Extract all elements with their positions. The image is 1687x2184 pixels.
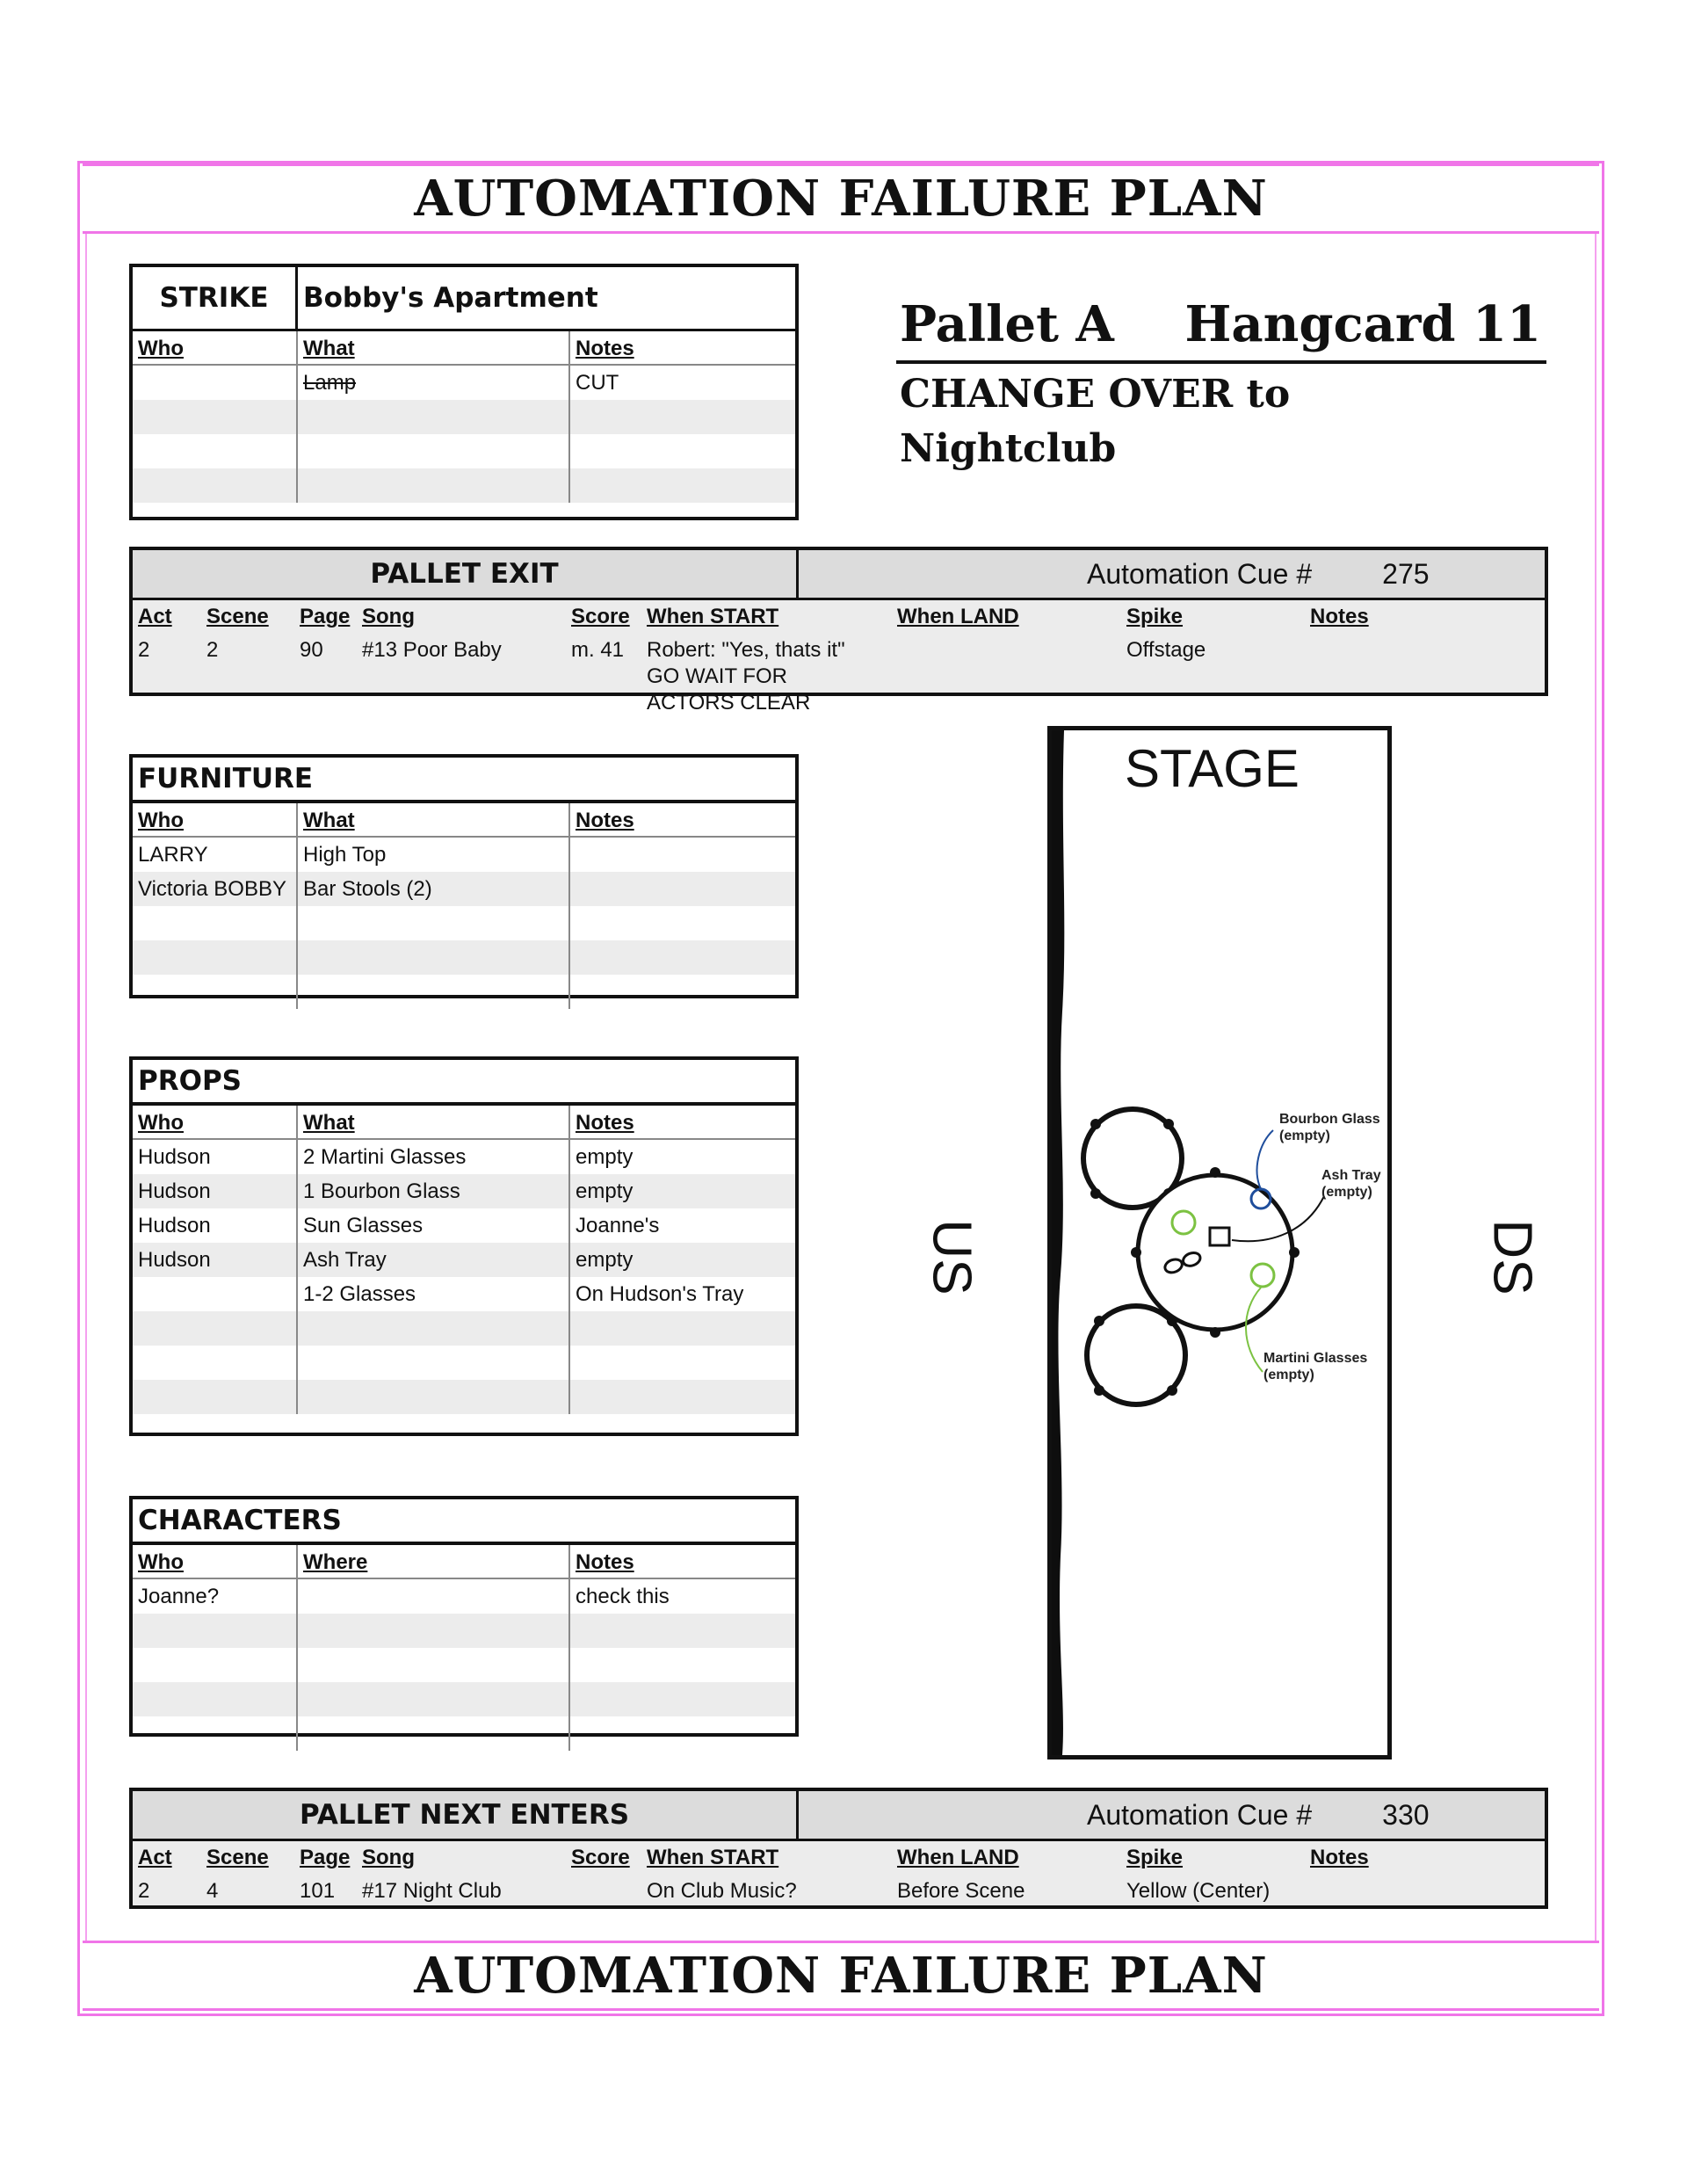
col-page: Page: [300, 605, 351, 628]
pallet-name: Pallet A: [900, 295, 1114, 353]
pallet-next-table: [129, 1788, 1548, 1909]
cell-who: [133, 1311, 298, 1346]
table-row: [133, 975, 795, 1009]
col-when-start: When START: [647, 605, 779, 628]
col-notes: Notes: [570, 803, 795, 838]
cell-notes: check this: [576, 1585, 670, 1608]
table-row: [133, 838, 795, 872]
cell-where: [298, 1682, 570, 1716]
cell-notes: empty: [570, 1243, 795, 1277]
cell-what: [298, 975, 570, 1009]
cell-who: [133, 1648, 298, 1682]
col-spike: Spike: [1126, 605, 1184, 628]
strike-header: [133, 267, 795, 331]
cell-what: [298, 1380, 570, 1414]
cell-notes: [570, 434, 795, 468]
cell-what: [298, 940, 570, 975]
table-row: [133, 1174, 795, 1208]
hangcard-label: Hangcard 11: [1184, 295, 1541, 353]
cell-notes: On Hudson's Tray: [576, 1282, 744, 1306]
cell-scene: 4: [206, 1879, 219, 1903]
col-when-start: When START: [647, 1846, 779, 1869]
cell-notes: [570, 1648, 795, 1682]
cell-who: [133, 434, 298, 468]
cell-who: [133, 1346, 298, 1380]
cell-who: LARRY: [133, 838, 298, 872]
cell-scene: 2: [206, 638, 219, 662]
cell-who: Joanne?: [133, 1579, 298, 1614]
pallet-header: [896, 290, 1546, 364]
table-row: [133, 1716, 795, 1751]
table-row: [133, 366, 795, 400]
table-row: [133, 1875, 1545, 1908]
table-row: [133, 1380, 795, 1414]
cell-who: Hudson: [133, 1140, 298, 1174]
cell-who: Victoria BOBBY: [133, 872, 298, 906]
furniture-table: [129, 754, 799, 998]
table-row: [133, 468, 795, 503]
col-song: Song: [362, 605, 415, 628]
cell-notes: [570, 1311, 795, 1346]
pallet-next-title: PALLET NEXT ENTERS: [133, 1791, 799, 1839]
table-row: [133, 400, 795, 434]
cell-where: [298, 1648, 570, 1682]
cell-what: High Top: [298, 838, 570, 872]
cell-who: [133, 468, 298, 503]
pallet-exit-title: PALLET EXIT: [133, 550, 799, 598]
cell-notes: [570, 838, 795, 872]
col-where: Where: [298, 1545, 570, 1579]
cell-what: Bar Stools (2): [298, 872, 570, 906]
cell-score: [571, 1875, 647, 1908]
strike-column-headers: [133, 331, 795, 366]
cell-what: [298, 434, 570, 468]
col-notes: Notes: [570, 331, 795, 366]
characters-column-headers: [133, 1545, 795, 1579]
cell-where: [298, 1716, 570, 1751]
strike-label: STRIKE: [133, 267, 298, 329]
furniture-title: FURNITURE: [133, 758, 795, 803]
col-who: Who: [133, 1545, 298, 1579]
cell-song: #13 Poor Baby: [362, 638, 502, 662]
cell-who: [133, 906, 298, 940]
pallet-exit-header: [133, 550, 1545, 600]
ash-tray-annotation: Ash Tray (empty): [1321, 1168, 1381, 1200]
col-score: Score: [571, 1846, 630, 1869]
cell-who: [133, 1277, 298, 1311]
furniture-column-headers: [133, 803, 795, 838]
pallet-next-column-headers: [133, 1841, 1545, 1875]
bourbon-leader: [1257, 1130, 1273, 1189]
col-notes: Notes: [1310, 605, 1369, 628]
cell-notes: [1310, 1875, 1545, 1908]
cell-page: 90: [300, 638, 323, 662]
cell-who: Hudson: [133, 1174, 298, 1208]
table-row: [133, 434, 795, 468]
upstage-curtain-edge: [1052, 730, 1064, 1755]
col-notes: Notes: [1310, 1846, 1369, 1869]
page-footer-title: AUTOMATION FAILURE PLAN: [83, 1941, 1599, 2011]
change-over-text: CHANGE OVER to Nightclub: [900, 372, 1291, 471]
props-title: PROPS: [133, 1060, 795, 1106]
characters-title: CHARACTERS: [133, 1499, 795, 1545]
col-when-land: When LAND: [897, 605, 1019, 628]
automation-cue-label: Automation Cue #: [1087, 557, 1313, 590]
col-scene: Scene: [206, 605, 269, 628]
col-what: What: [298, 1106, 570, 1140]
pallet-next-header: [133, 1791, 1545, 1841]
table-row: [133, 1648, 795, 1682]
martini-glasses-annotation: Martini Glasses (empty): [1263, 1351, 1368, 1382]
cell-notes: [570, 468, 795, 503]
cell-who: Hudson: [133, 1243, 298, 1277]
col-act: Act: [138, 1846, 172, 1869]
cell-what: Lamp: [298, 366, 570, 400]
cell-who: [133, 400, 298, 434]
cell-where: [298, 1579, 570, 1614]
stage-drawing: [1052, 730, 1387, 1755]
upstage-label: US: [921, 1219, 982, 1295]
cell-where: [298, 1614, 570, 1648]
cell-what: [298, 400, 570, 434]
table-row: [133, 906, 795, 940]
cell-spike: Offstage: [1126, 638, 1206, 662]
props-column-headers: [133, 1106, 795, 1140]
cell-notes: empty: [576, 1145, 634, 1169]
cell-notes: [570, 400, 795, 434]
cell-notes: [570, 1380, 795, 1414]
col-song: Song: [362, 1846, 415, 1869]
table-row: [133, 1208, 795, 1243]
pallet-exit-column-headers: [133, 600, 1545, 634]
cell-notes: empty: [570, 1174, 795, 1208]
col-notes: Notes: [570, 1545, 795, 1579]
cell-who: [133, 1380, 298, 1414]
col-notes: Notes: [570, 1106, 795, 1140]
cell-when-land: Before Scene: [897, 1879, 1025, 1903]
strike-table: [129, 264, 799, 520]
table-row: [133, 1243, 795, 1277]
cell-who: [133, 1614, 298, 1648]
col-when-land: When LAND: [897, 1846, 1019, 1869]
cell-notes: [570, 1346, 795, 1380]
cell-what: 1-2 Glasses: [298, 1277, 570, 1311]
cell-who: [133, 940, 298, 975]
bourbon-glass-annotation: Bourbon Glass (empty): [1279, 1112, 1380, 1143]
automation-cue-number: 330: [1382, 1798, 1430, 1831]
cell-what: 1 Bourbon Glass: [298, 1174, 570, 1208]
cell-notes: [570, 906, 795, 940]
cell-notes: [1310, 634, 1545, 667]
automation-cue-number: 275: [1382, 557, 1430, 590]
table-row: [133, 1277, 795, 1311]
table-row: [133, 1346, 795, 1380]
cell-who: [133, 1682, 298, 1716]
cell-notes: CUT: [576, 371, 619, 395]
cell-who: Hudson: [133, 1208, 298, 1243]
cell-notes: [570, 1614, 795, 1648]
col-page: Page: [300, 1846, 351, 1869]
table-row: [133, 872, 795, 906]
table-row: [133, 1579, 795, 1614]
cell-who: [133, 366, 298, 400]
cell-what: [298, 468, 570, 503]
cell-what: [298, 1346, 570, 1380]
automation-cue-label: Automation Cue #: [1087, 1798, 1313, 1831]
cell-song: #17 Night Club: [362, 1879, 502, 1903]
automation-cue: [799, 1791, 1545, 1839]
cell-what: Sun Glasses: [298, 1208, 570, 1243]
cell-notes: [570, 940, 795, 975]
cell-what: [298, 906, 570, 940]
col-what: What: [298, 803, 570, 838]
cell-notes: [570, 1682, 795, 1716]
cell-notes: Joanne's: [576, 1214, 660, 1237]
props-table: [129, 1056, 799, 1436]
table-row: [133, 634, 1545, 715]
cell-when-start: On Club Music?: [647, 1879, 797, 1903]
cell-what: [298, 1311, 570, 1346]
characters-table: [129, 1496, 799, 1737]
col-spike: Spike: [1126, 1846, 1184, 1869]
automation-cue: [799, 550, 1545, 598]
cell-score: m. 41: [571, 638, 625, 662]
table-row: [133, 940, 795, 975]
table-row: [133, 1311, 795, 1346]
strike-location: Bobby's Apartment: [303, 282, 598, 314]
page-title: AUTOMATION FAILURE PLAN: [83, 163, 1599, 234]
col-scene: Scene: [206, 1846, 269, 1869]
col-who: Who: [133, 331, 298, 366]
col-who: Who: [133, 1106, 298, 1140]
stage-diagram: [1047, 726, 1392, 1760]
cell-act: 2: [138, 638, 150, 662]
cell-when-land: [897, 634, 1126, 667]
cell-act: 2: [138, 1879, 150, 1903]
cell-page: 101: [300, 1879, 336, 1903]
cell-what: Ash Tray: [298, 1243, 570, 1277]
cell-notes: [570, 1716, 795, 1751]
table-row: [133, 1682, 795, 1716]
cell-who: [133, 1716, 298, 1751]
cell-when-start: Robert: "Yes, thats it" GO WAIT FOR ACTORS CLEAR: [647, 638, 845, 715]
cell-what: 2 Martini Glasses: [298, 1140, 570, 1174]
cell-notes: [570, 872, 795, 906]
col-what: What: [298, 331, 570, 366]
downstage-label: DS: [1481, 1219, 1543, 1295]
col-act: Act: [138, 605, 172, 628]
cell-notes: [570, 975, 795, 1009]
table-row: [133, 1140, 795, 1174]
stage-label: STAGE: [1125, 739, 1300, 798]
table-row: [133, 1614, 795, 1648]
pallet-exit-table: [129, 547, 1548, 715]
col-score: Score: [571, 605, 630, 628]
col-who: Who: [133, 803, 298, 838]
cell-spike: Yellow (Center): [1126, 1879, 1271, 1903]
cell-who: [133, 975, 298, 1009]
